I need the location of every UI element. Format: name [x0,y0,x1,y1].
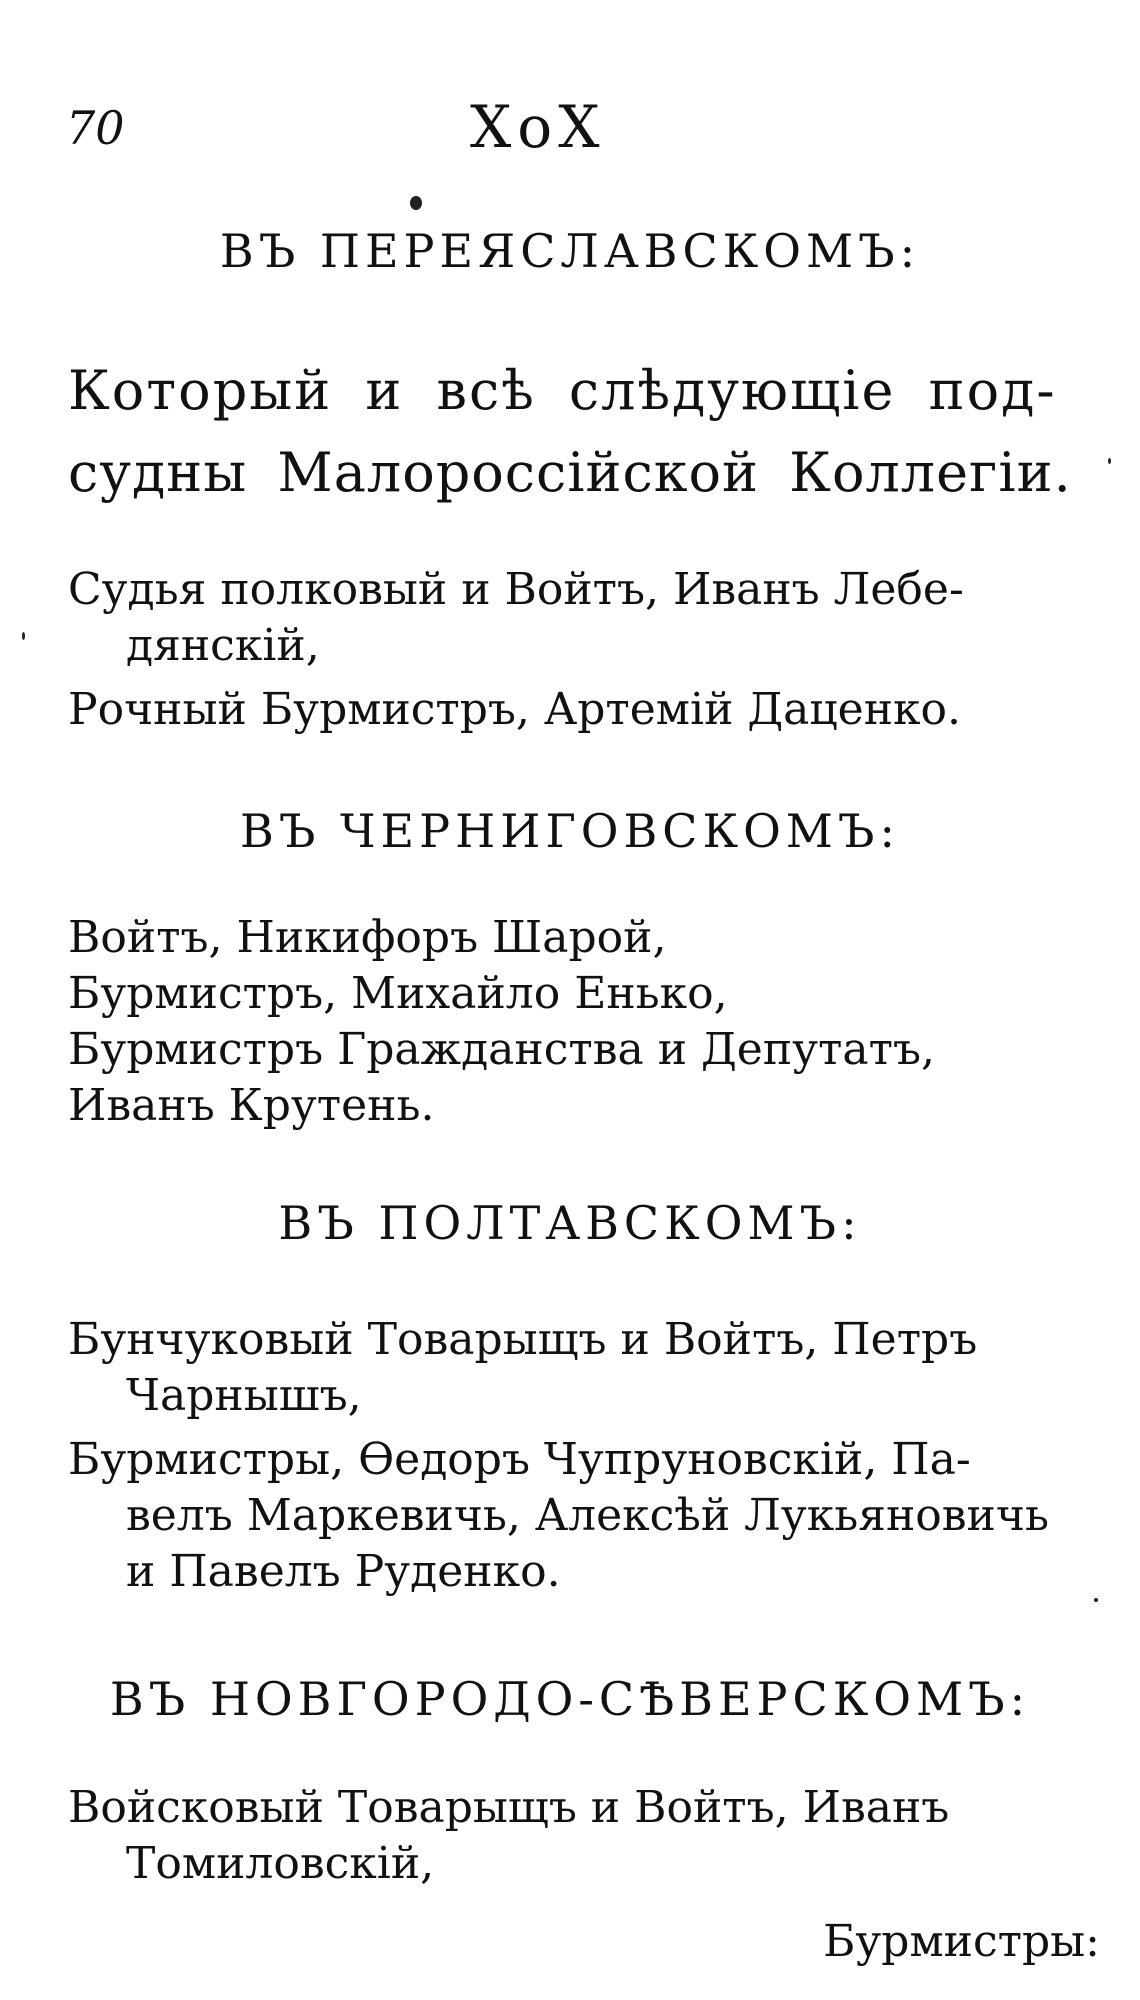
entry-line: Томиловскій, [126,1838,435,1889]
entry-pereyaslav-judge [68,562,1098,674]
entry-novgorod-voit [68,1780,1098,1892]
entry-line: Войтъ, Никифоръ Шарой, [68,912,667,963]
section-heading-pereyaslav: ВЪ ПЕРЕЯСЛАВСКОМЪ: [219,224,921,278]
entry-line: велъ Маркевичь, Алексѣй Лукьяновичь [126,1490,1049,1541]
entry-line: Войсковый Товарыщъ и Войтъ, Иванъ [68,1782,950,1833]
section-heading-poltava: ВЪ ПОЛТАВСКОМЪ: [278,1196,862,1250]
jurisdiction-note [68,350,1078,514]
entry-line: Бурмистръ, Михайло Енько, [68,968,728,1019]
section-heading-novgorod-seversk: ВЪ НОВГОРОДО-СѢВЕРСКОМЪ: [109,1672,1031,1726]
ink-speck [22,632,25,640]
entry-line: и Павелъ Руденко. [126,1546,561,1597]
catchword: Бурмистры: [823,1916,1100,1967]
entry-line: Чарнышъ, [126,1370,362,1421]
entry-line: Бурмистръ Гражданства и Депутатъ, [68,1024,935,1075]
note-line: судны Малороссійской Коллегіи. [68,441,1072,504]
header-ornament: XoX [470,93,606,161]
section-heading-chernigov: ВЪ ЧЕРНИГОВСКОМЪ: [240,804,900,858]
entry-chernigov-list [68,910,1098,1134]
entry-line: дянскій, [126,620,320,671]
entry-pereyaslav-burmistr [68,682,1098,738]
entry-line: Иванъ Крутень. [68,1080,435,1131]
ink-speck [1108,458,1111,464]
entry-line: Бурмистры, Ѳедоръ Чупруновскій, Па- [68,1434,971,1485]
ink-speck [410,196,422,210]
entry-poltava-burmistry [68,1432,1098,1600]
page-number: 70 [66,101,125,155]
entry-line: Судья полковый и Войтъ, Иванъ Лебе- [68,564,964,615]
note-line: Который и всѣ слѣдующіе под- [68,359,1057,422]
ink-speck [1094,1598,1098,1602]
entry-line: Рочный Бурмистръ, Артемій Даценко. [68,684,962,735]
entry-line: Бунчуковый Товарыщъ и Войтъ, Петръ [68,1314,978,1365]
entry-poltava-voit [68,1312,1098,1424]
